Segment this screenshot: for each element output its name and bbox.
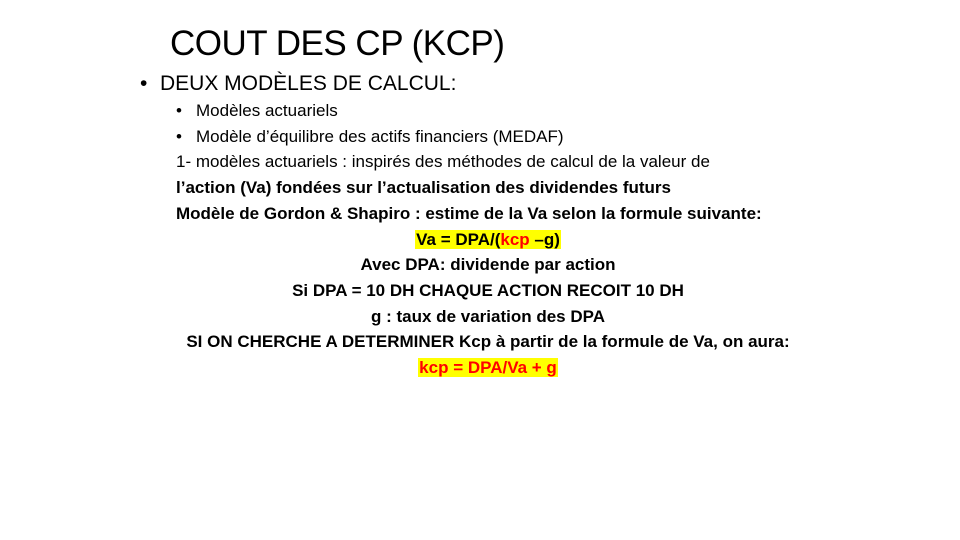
determine-kcp-line: SI ON CHERCHE A DETERMINER Kcp à partir de la formule de Va, on aura: <box>186 332 790 352</box>
actuarial-intro-line-2: l’action (Va) fondées sur l’actualisation des dividendes futurs <box>176 178 672 198</box>
bullet-dot-icon: • <box>176 101 182 120</box>
content-body <box>176 98 796 381</box>
formula-va-part-b: –g) <box>529 229 560 249</box>
sub-bullet-text: Modèles actuariels <box>196 101 338 120</box>
si-dpa-line: Si DPA = 10 DH CHAQUE ACTION RECOIT 10 DH <box>292 280 684 300</box>
formula-kcp-line <box>0 355 960 381</box>
g-definition-line: g : taux de variation des DPA <box>371 306 605 326</box>
formula-va-kcp: kcp <box>500 229 530 249</box>
formula-va-line <box>0 227 960 253</box>
sub-bullet-text: Modèle d’équilibre des actifs financiers (MEDAF) <box>196 126 564 146</box>
main-bullet-text: DEUX MODÈLES DE CALCUL: <box>160 72 457 95</box>
slide-title: COUT DES CP (KCP) <box>170 24 505 63</box>
formula-kcp: kcp = DPA/Va + g <box>419 358 557 378</box>
formula-va-part-a: Va = DPA/( <box>416 229 501 249</box>
actuarial-intro-line: 1- modèles actuariels : inspirés des méthodes de calcul de la valeur de <box>176 152 710 172</box>
sub-bullet-actuariels <box>176 98 796 124</box>
formula-va <box>415 230 561 249</box>
main-bullet <box>140 70 456 98</box>
bullet-dot-icon: • <box>140 72 148 95</box>
gordon-shapiro-line: Modèle de Gordon & Shapiro : estime de la Va selon la formule suivante: <box>176 203 762 223</box>
sub-bullet-medaf <box>176 124 796 150</box>
bullet-dot-icon: • <box>176 126 182 146</box>
avec-dpa-line: Avec DPA: dividende par action <box>360 255 616 275</box>
